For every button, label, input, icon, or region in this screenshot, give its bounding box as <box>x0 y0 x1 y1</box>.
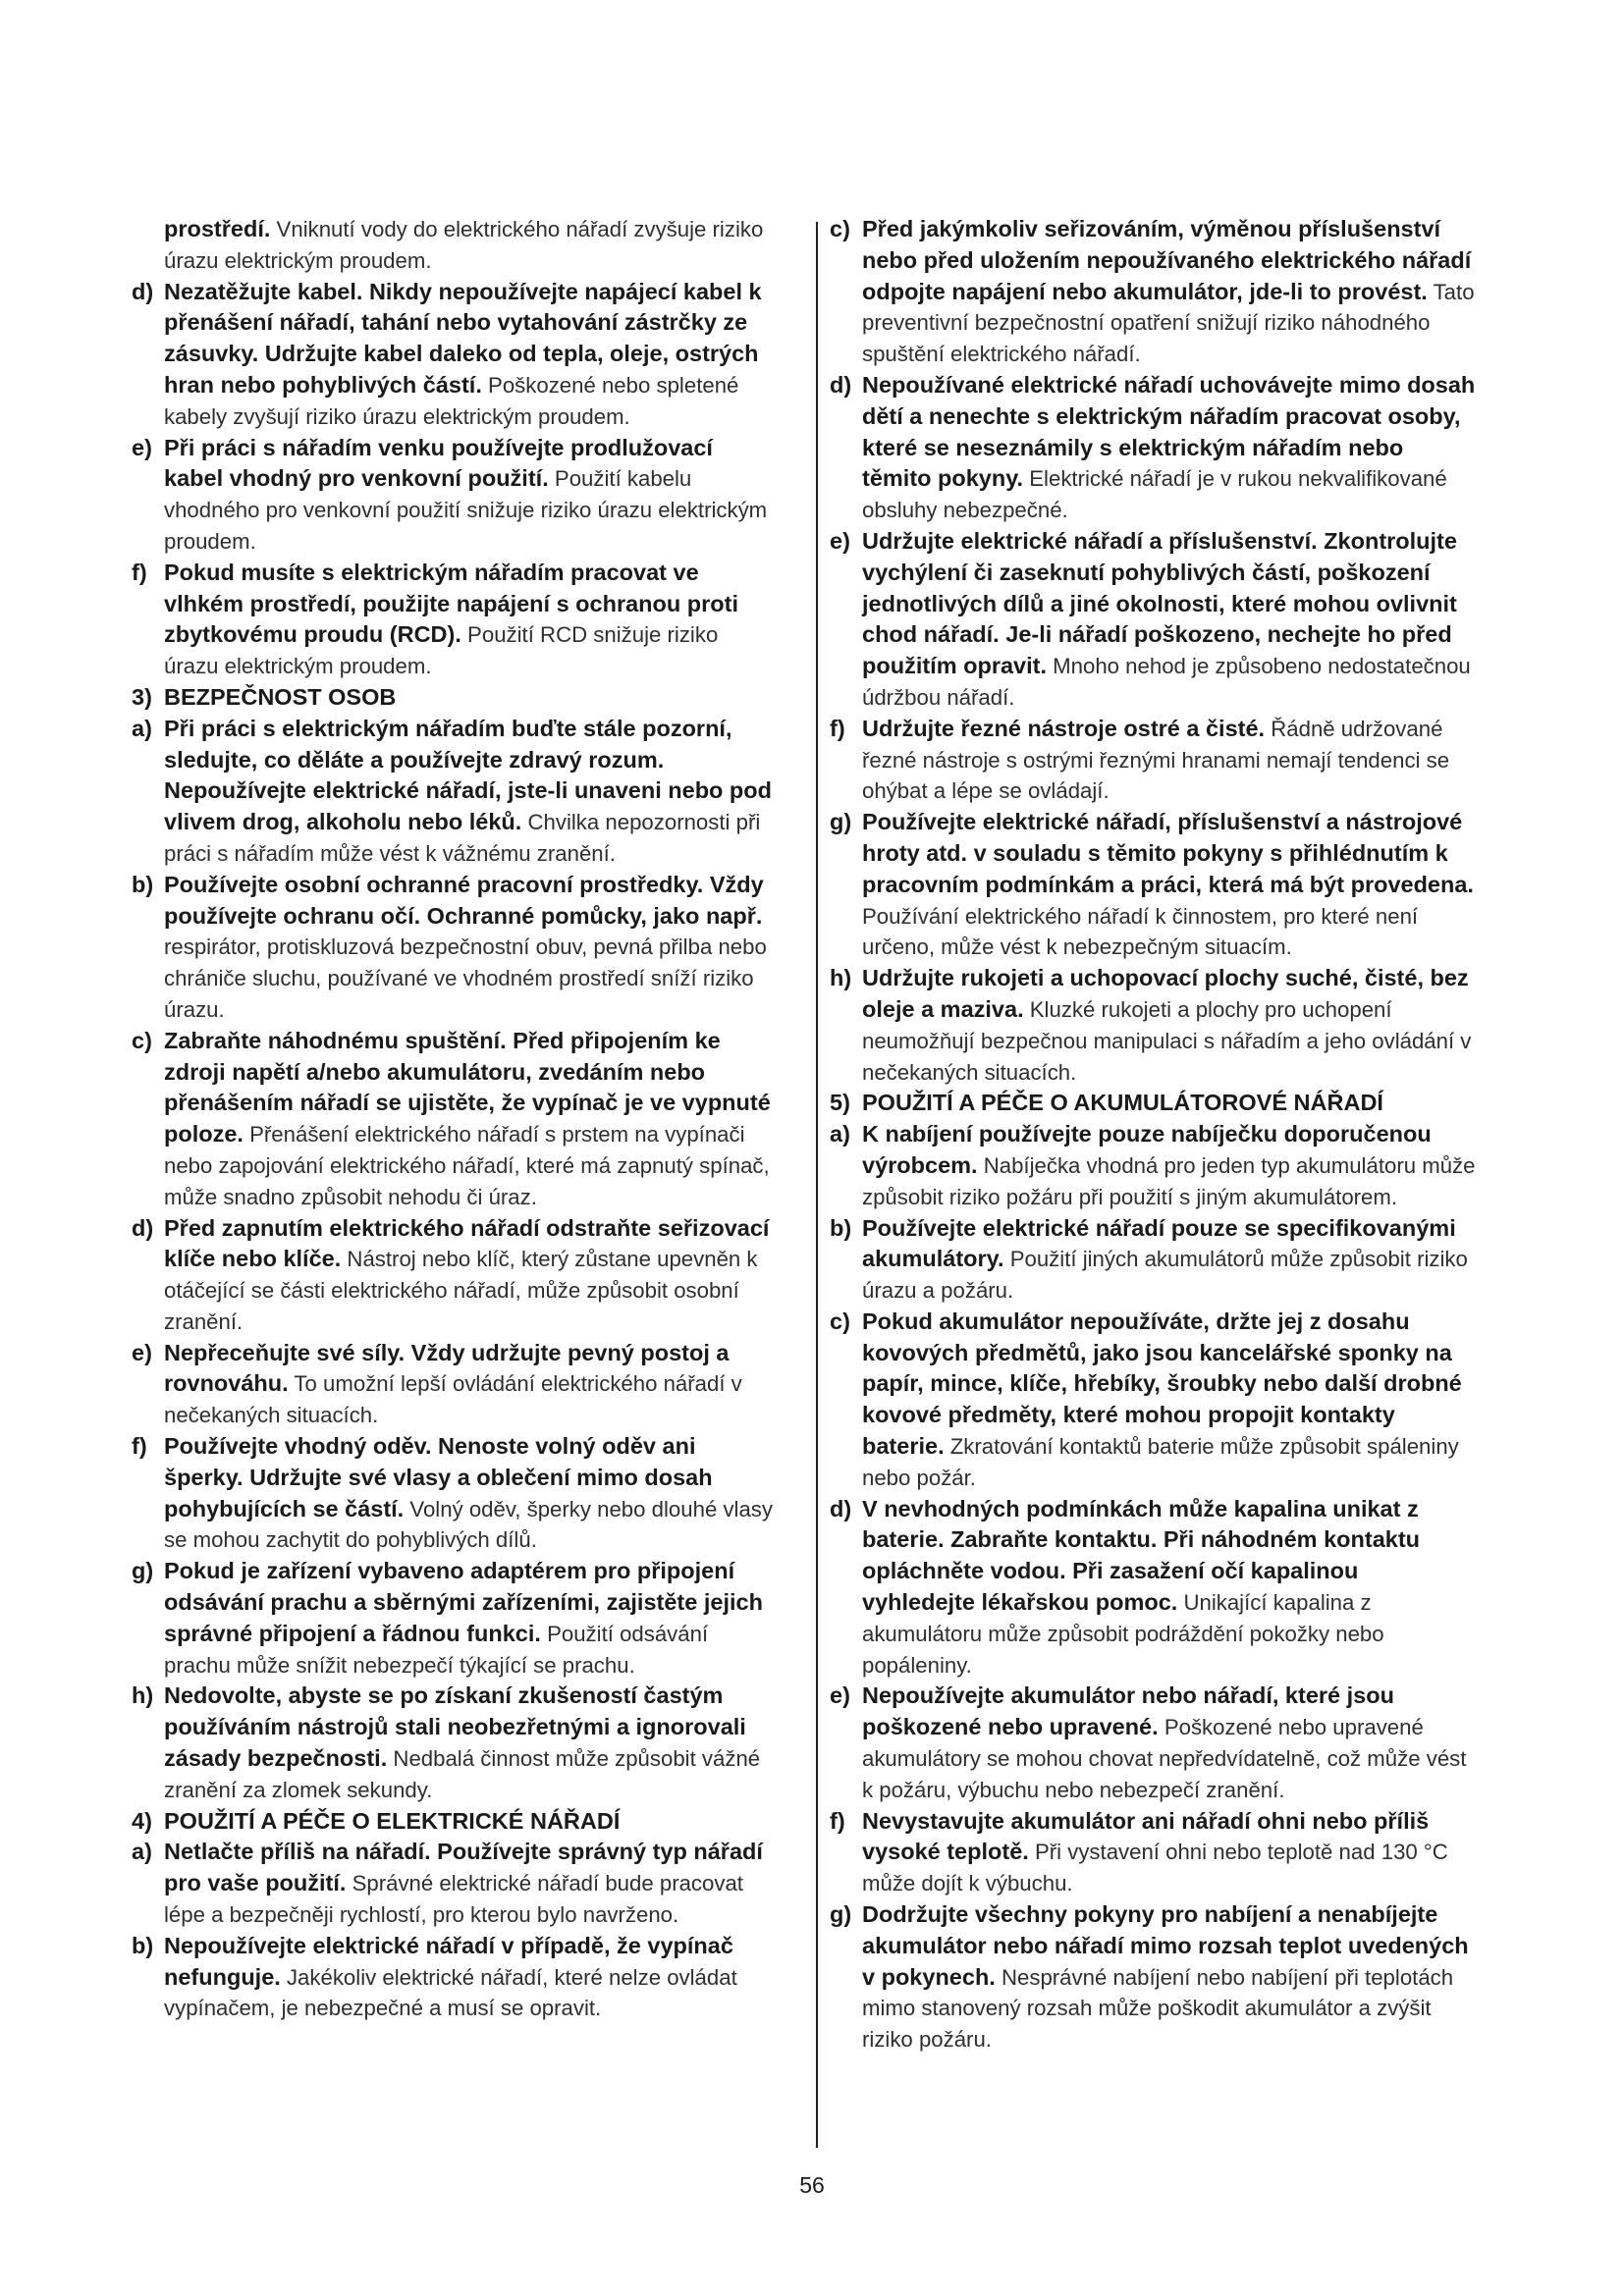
list-item <box>830 963 1476 1088</box>
item-text: Nesprávné nabíjení nebo nabíjení při teplotách mimo stanovený rozsah může poškodit akumulátor a zvýšit riziko požáru. <box>862 1964 1454 2053</box>
item-bold-text: Používejte osobní ochranné pracovní prostředky. Vždy používejte ochranu očí. Ochranné pomůcky, jako např. <box>164 871 764 929</box>
item-text: Při vystavení ohni nebo teplotě nad 130 °C může dojít k výbuchu. <box>862 1840 1448 1896</box>
item-bold-text: Nevystavujte akumulátor ani nářadí ohni nebo příliš vysoké teplotě. <box>862 1807 1430 1865</box>
intro-bold: prostředí. <box>164 216 271 241</box>
item-text: Použití RCD snižuje riziko úrazu elektrickým proudem. <box>164 622 719 679</box>
list-item <box>132 1837 778 1930</box>
section4-items-continued <box>830 214 1476 1088</box>
item-text: Nástroj nebo klíč, který zůstane upevněn k otáčející se části elektrického nářadí, může způsobit osobní zranění. <box>164 1247 758 1334</box>
item-label: e) <box>132 434 152 460</box>
item-label: h) <box>132 1682 154 1709</box>
item-bold-text: Nepoužívejte elektrické nářadí v případě, že vypínač nefunguje. <box>164 1932 733 1990</box>
intro-text: Vniknutí vody do elektrického nářadí zvyšuje riziko úrazu elektrickým proudem. <box>164 217 764 273</box>
intro-paragraph <box>132 214 778 277</box>
list-item <box>830 214 1476 370</box>
item-bold-text: Udržujte rukojeti a uchopovací plochy suché, čisté, bez oleje a maziva. <box>862 965 1469 1022</box>
item-label: c) <box>830 216 850 241</box>
list-item <box>132 1213 778 1338</box>
item-label: f) <box>830 1807 845 1834</box>
item-bold-text: Používejte elektrické nářadí, příslušenství a nástrojové hroty atd. v souladu s těmito pokyny s přihlédnutím k pracovním podmínkám a práci, která má být provedena. <box>862 809 1474 897</box>
list-item <box>132 1431 778 1556</box>
item-label: g) <box>830 1901 852 1928</box>
item-bold-text: Při práci s nářadím venku používejte prodlužovací kabel vhodný pro venkovní použití. <box>164 434 713 492</box>
item-text: To umožní lepší ovládání elektrického nářadí v nečekaných situacích. <box>164 1371 742 1428</box>
item-text: Zkratování kontaktů baterie může způsobit spáleniny nebo požár. <box>862 1434 1459 1490</box>
item-label: d) <box>132 1214 154 1241</box>
item-bold-text: Dodržujte všechny pokyny pro nabíjení a nenabíjejte akumulátor nebo nářadí mimo rozsah teplot uvedených v pokynech. <box>862 1901 1469 1990</box>
item-label: c) <box>132 1027 152 1053</box>
page-number: 56 <box>799 2172 825 2198</box>
item-text: Elektrické nářadí je v rukou nekvalifikované obsluhy nebezpečné. <box>862 466 1447 523</box>
item-text: Tato preventivní bezpečnostní opatření snižují riziko náhodného spuštění elektrického nářadí. <box>862 279 1475 367</box>
item-label: f) <box>830 715 845 741</box>
item-label: h) <box>830 965 852 991</box>
item-label: a) <box>132 1839 152 1865</box>
item-bold-text: Před zapnutím elektrického nářadí odstraňte seřizovací klíče nebo klíče. <box>164 1214 770 1272</box>
item-label: d) <box>830 371 852 398</box>
item-text: Použití jiných akumulátorů může způsobit riziko úrazu a požáru. <box>862 1247 1468 1304</box>
list-item <box>830 1213 1476 1307</box>
item-bold-text: Udržujte řezné nástroje ostré a čisté. <box>862 715 1266 741</box>
item-bold-text: Nepoužívejte akumulátor nebo nářadí, které jsou poškozené nebo upravené. <box>862 1682 1394 1740</box>
item-text: Mnoho nehod je způsobeno nedostatečnou údržbou nářadí. <box>862 654 1471 710</box>
item-label: e) <box>132 1339 152 1365</box>
list-item <box>132 433 778 558</box>
list-item <box>830 714 1476 807</box>
item-bold-text: Netlačte příliš na nářadí. Používejte správný typ nářadí pro vaše použití. <box>164 1839 763 1896</box>
item-text: respirátor, protiskluzová bezpečnostní obuv, pevná přilba nebo chrániče sluchu, používané ve vhodném prostředí sníží riziko úrazu. <box>164 934 767 1022</box>
item-label: f) <box>132 1433 147 1460</box>
list-item <box>830 526 1476 714</box>
list-item <box>132 558 778 682</box>
item-bold-text: Pokud je zařízení vybaveno adaptérem pro připojení odsávání prachu a sběrnými zařízeními, zajistěte jejich správné připojení a řádnou funkci. <box>164 1558 763 1646</box>
list-item <box>132 1681 778 1805</box>
list-item <box>830 807 1476 963</box>
item-text: Chvilka nepozornosti při práci s nářadím může vést k vážnému zranění. <box>164 810 761 866</box>
column-divider <box>816 222 818 2148</box>
item-label: b) <box>132 1932 154 1958</box>
item-bold-text: Zabraňte náhodnému spuštění. Před připojením ke zdroji napětí a/nebo akumulátoru, zvedáním nebo přenášením nářadí se ujistěte, že vypínač je ve vypnuté poloze. <box>164 1027 771 1148</box>
item-bold-text: Používejte elektrické nářadí pouze se specifikovanými akumulátory. <box>862 1214 1456 1272</box>
item-label: d) <box>132 278 154 304</box>
section5-items <box>830 1119 1476 2056</box>
item-label: b) <box>830 1214 852 1241</box>
item-label: a) <box>132 715 152 741</box>
list-item <box>830 1681 1476 1805</box>
list-item <box>132 277 778 433</box>
list-item <box>830 1494 1476 1682</box>
section4-heading: 4) POUŽITÍ A PÉČE O ELEKTRICKÉ NÁŘADÍ <box>132 1807 621 1834</box>
left-column <box>132 214 778 2024</box>
item-label: e) <box>830 1682 850 1709</box>
right-column <box>830 214 1476 2056</box>
item-bold-text: Nepoužívané elektrické nářadí uchovávejte mimo dosah dětí a nenechte s elektrickým nářadím pracovat osoby, které se neseznámily s elektrickým nářadím nebo těmito pokyny. <box>862 371 1476 492</box>
item-text: Řádně udržované řezné nástroje s ostrými řeznými hranami nemají tendenci se ohýbat a lépe se ovládají. <box>862 716 1450 804</box>
item-bold-text: Nezatěžujte kabel. Nikdy nepoužívejte napájecí kabel k přenášení nářadí, tahání nebo vytahování zástrčky ze zásuvky. Udržujte kabel daleko od tepla, oleje, ostrých hran nebo pohyblivých částí. <box>164 278 762 398</box>
section2-items <box>132 277 778 682</box>
list-item <box>830 1899 1476 2056</box>
item-bold-text: Nepřeceňujte své síly. Vždy udržujte pevný postoj a rovnováhu. <box>164 1339 730 1397</box>
item-text: Unikající kapalina z akumulátoru může způsobit podráždění pokožky nebo popáleniny. <box>862 1590 1384 1678</box>
item-label: f) <box>132 559 147 585</box>
item-label: g) <box>132 1558 154 1584</box>
item-text: Přenášení elektrického nářadí s prstem na vypínači nebo zapojování elektrického nářadí, které má zapnutý spínač, může snadno způsobit nehodu či úraz. <box>164 1122 770 1209</box>
list-item <box>830 370 1476 526</box>
list-item <box>132 1931 778 2024</box>
list-item <box>830 1119 1476 1212</box>
section4-items <box>132 1837 778 2024</box>
item-label: a) <box>830 1121 850 1148</box>
section3-items <box>132 714 778 1806</box>
list-item <box>830 1806 1476 1899</box>
item-text: Poškozené nebo upravené akumulátory se mohou chovat nepředvídatelně, což může vést k požáru, výbuchu nebo nebezpečí zranění. <box>862 1715 1467 1802</box>
section5-heading: 5) POUŽITÍ A PÉČE O AKUMULÁTOROVÉ NÁŘADÍ <box>830 1090 1383 1116</box>
item-label: e) <box>830 527 850 554</box>
item-text: Používání elektrického nářadí k činnostem, pro které není určeno, může vést k nebezpečným situacím. <box>862 903 1419 960</box>
item-text: Volný oděv, šperky nebo dlouhé vlasy se mohou zachytit do pohyblivých dílů. <box>164 1496 773 1553</box>
item-text: Použití kabelu vhodného pro venkovní použití snižuje riziko úrazu elektrickým proudem. <box>164 466 768 554</box>
item-bold-text: Pokud akumulátor nepoužíváte, držte jej z dosahu kovových předmětů, jako jsou kancelářské sponky na papír, mince, klíče, hřebíky, šroubky nebo další drobné kovové předměty, které mohou propojit kontakty baterie. <box>862 1308 1462 1460</box>
list-item <box>830 1307 1476 1494</box>
item-bold-text: Udržujte elektrické nářadí a příslušenství. Zkontrolujte vychýlení či zaseknutí pohyblivých částí, poškození jednotlivých dílů a jiné okolnosti, které mohou ovlivnit chod nářadí. Je-li nářadí poškozeno, nechejte ho před použitím opravit. <box>862 527 1457 679</box>
item-bold-text: Před jakýmkoliv seřizováním, výměnou příslušenství nebo před uložením nepoužívaného elektrického nářadí odpojte napájení nebo akumulátor, jde-li to provést. <box>862 216 1472 304</box>
item-bold-text: Pokud musíte s elektrickým nářadím pracovat ve vlhkém prostředí, použijte napájení s ochranou proti zbytkovému proudu (RCD). <box>164 559 738 648</box>
item-text: Nedbalá činnost může způsobit vážné zranění za zlomek sekundy. <box>164 1746 761 1802</box>
item-bold-text: Při práci s elektrickým nářadím buďte stále pozorní, sledujte, co děláte a používejte zdravý rozum. Nepoužívejte elektrické nářadí, jste-li unaveni nebo pod vlivem drog, alkoholu nebo léků. <box>164 715 772 835</box>
item-text: Správné elektrické nářadí bude pracovat lépe a bezpečněji rychlostí, pro kterou bylo navrženo. <box>164 1871 743 1928</box>
item-label: b) <box>132 871 154 897</box>
list-item <box>132 1556 778 1681</box>
item-bold-text: Nedovolte, abyste se po získaní zkušeností častým používáním nástrojů stali neobezřetnými a ignorovali zásady bezpečnosti. <box>164 1682 746 1772</box>
section3-heading: 3) BEZPEČNOST OSOB <box>132 683 397 710</box>
item-text: Nabíječka vhodná pro jeden typ akumulátoru může způsobit riziko požáru při použití s jiným akumulátorem. <box>862 1152 1476 1209</box>
item-text: Poškozené nebo spletené kabely zvyšují riziko úrazu elektrickým proudem. <box>164 372 739 429</box>
list-item <box>132 870 778 1026</box>
item-label: d) <box>830 1495 852 1522</box>
list-item <box>132 714 778 870</box>
item-text: Použití odsávání prachu může snížit nebezpečí týkající se prachu. <box>164 1621 709 1678</box>
list-item <box>132 1338 778 1431</box>
item-label: c) <box>830 1308 850 1334</box>
item-bold-text: V nevhodných podmínkách může kapalina unikat z baterie. Zabraňte kontaktu. Při náhodném kontaktu opláchněte vodou. Při zasažení očí kapalinou vyhledejte lékařskou pomoc. <box>862 1495 1421 1616</box>
item-bold-text: Používejte vhodný oděv. Nenoste volný oděv ani šperky. Udržujte své vlasy a oblečení mimo dosah pohybujících se částí. <box>164 1433 713 1522</box>
item-bold-text: K nabíjení používejte pouze nabíječku doporučenou výrobcem. <box>862 1121 1432 1178</box>
item-text: Jakékoliv elektrické nářadí, které nelze ovládat vypínačem, je nebezpečné a musí se opravit. <box>164 1964 737 2021</box>
item-label: g) <box>830 809 852 835</box>
list-item <box>132 1026 778 1213</box>
item-text: Kluzké rukojeti a plochy pro uchopení neumožňují bezpečnou manipulaci s nářadím a jeho ovládání v nečekaných situacích. <box>862 996 1472 1085</box>
